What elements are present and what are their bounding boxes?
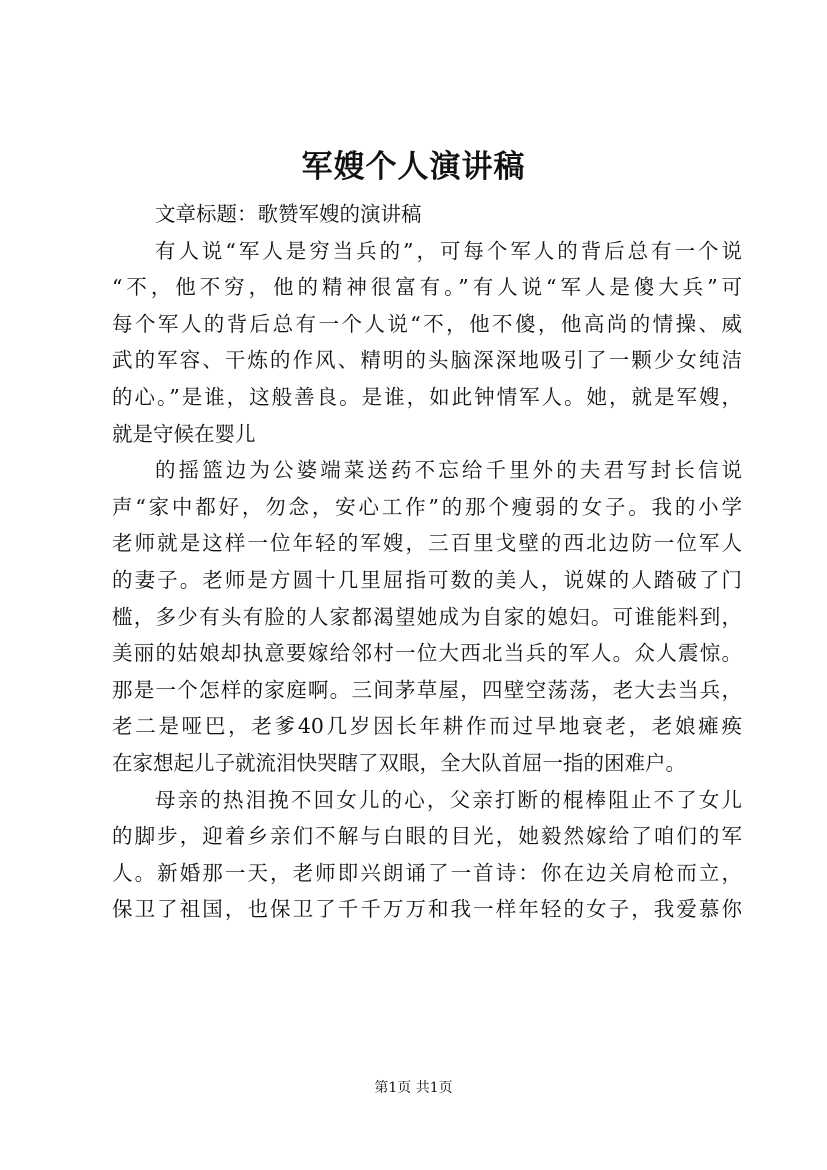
document-title: 军嫂个人演讲稿 <box>301 149 526 185</box>
paragraph-line: 的心。”是谁，这般善良。是谁，如此钟情军人。她，就是军嫂， <box>112 384 742 409</box>
paragraph-line: 声“家中都好，勿念，安心工作”的那个瘦弱的女子。我的小学 <box>112 494 742 519</box>
page-footer: 第1页 共1页 <box>374 1080 453 1096</box>
paragraph-line: 保卫了祖国，也保卫了千千万万和我一样年轻的女子，我爱慕你 <box>112 897 742 922</box>
paragraph-line: “不，他不穷，他的精神很富有。”有人说“军人是傻大兵”可 <box>112 275 742 300</box>
paragraph-line: 母亲的热泪挽不回女儿的心，父亲打断的棍棒阻止不了女儿 <box>155 787 742 812</box>
paragraph-line: 武的军容、干炼的作风、精明的头脑深深地吸引了一颗少女纯洁 <box>112 348 742 373</box>
paragraph-line: 老师就是这样一位年轻的军嫂，三百里戈壁的西北边防一位军人 <box>112 531 742 556</box>
paragraph-line: 每个军人的背后总有一个人说“不，他不傻，他高尚的情操、威 <box>112 311 742 336</box>
paragraph-line: 那是一个怎样的家庭啊。三间茅草屋，四壁空荡荡，老大去当兵， <box>112 677 742 702</box>
paragraph-line: 在家想起儿子就流泪快哭瞎了双眼，全大队首屈一指的困难户。 <box>112 750 686 775</box>
paragraph-line: 人。新婚那一天，老师即兴朗诵了一首诗：你在边关肩枪而立， <box>112 860 742 885</box>
paragraph-line: 的摇篮边为公婆端菜送药不忘给千里外的夫君写封长信说 <box>155 458 742 483</box>
paragraph-line: 老二是哑巴，老爹40几岁因长年耕作而过早地衰老，老娘瘫痪 <box>112 714 742 739</box>
paragraph-line: 有人说“军人是穷当兵的”，可每个军人的背后总有一个说 <box>155 238 742 263</box>
paragraph-line: 的妻子。老师是方圆十几里屈指可数的美人，说媒的人踏破了门 <box>112 567 742 592</box>
paragraph-line: 槛，多少有头有脸的人家都渴望她成为自家的媳妇。可谁能料到， <box>112 604 742 629</box>
document-body <box>112 196 742 928</box>
paragraph-line: 的脚步，迎着乡亲们不解与白眼的目光，她毅然嫁给了咱们的军 <box>112 824 742 849</box>
paragraph-line: 就是守候在婴儿 <box>112 421 256 446</box>
article-title-line: 文章标题：歌赞军嫂的演讲稿 <box>155 202 422 226</box>
paragraph-line: 美丽的姑娘却执意要嫁给邻村一位大西北当兵的军人。众人震惊。 <box>112 641 742 666</box>
